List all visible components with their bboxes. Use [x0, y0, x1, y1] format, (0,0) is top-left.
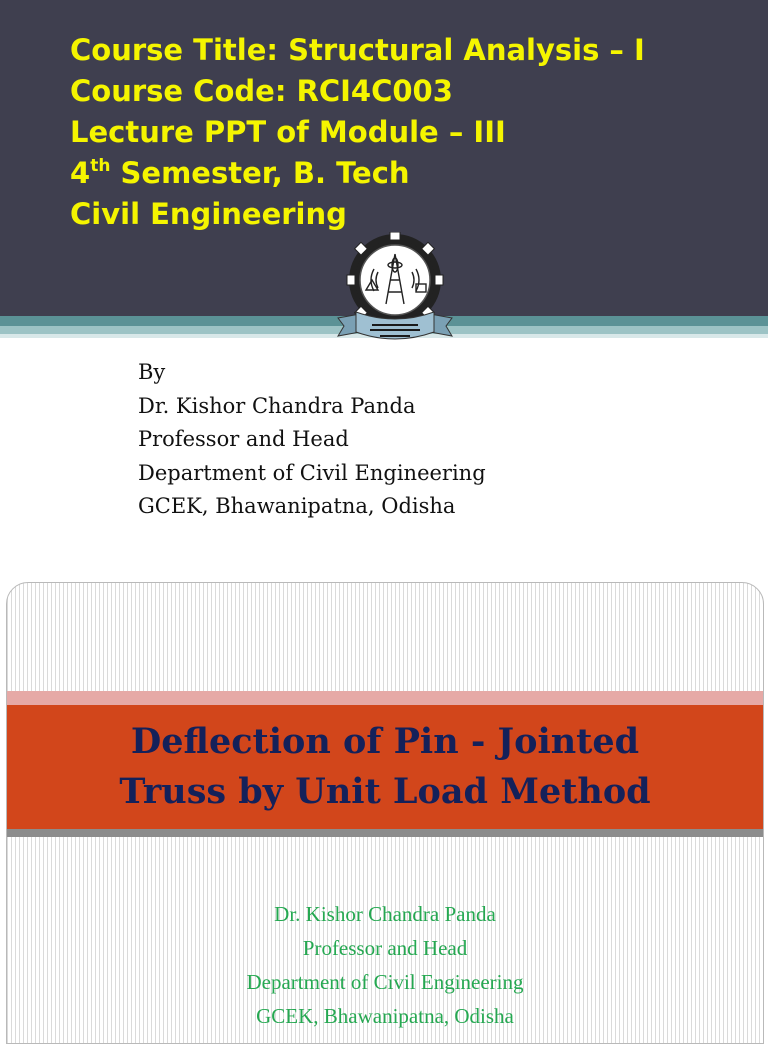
semester-suffix: th	[90, 156, 111, 176]
college-emblem-icon	[330, 232, 460, 350]
semester	[70, 153, 645, 194]
slide2-author-block	[7, 897, 763, 1033]
pink-divider	[7, 691, 763, 705]
author-institution: GCEK, Bhawanipatna, Odisha	[138, 494, 456, 518]
course-code: Course Code: RCI4C003	[70, 74, 453, 108]
lecture-module: Lecture PPT of Module – III	[70, 115, 506, 149]
author-department: Department of Civil Engineering	[246, 970, 524, 994]
semester-text: Semester, B. Tech	[110, 156, 410, 190]
title-line-2: Truss by Unit Load Method	[119, 771, 651, 812]
author-name: Dr. Kishor Chandra Panda	[274, 902, 496, 926]
title-band	[7, 705, 763, 829]
slide2-title	[7, 717, 763, 817]
course-title: Course Title: Structural Analysis – I	[70, 33, 645, 67]
author-institution: GCEK, Bhawanipatna, Odisha	[256, 1004, 514, 1028]
slide2	[6, 582, 764, 1044]
author-department: Department of Civil Engineering	[138, 460, 486, 485]
title-line-1: Deflection of Pin - Jointed	[130, 721, 640, 762]
slide1-title-block	[70, 30, 645, 235]
author-name: Dr. Kishor Chandra Panda	[138, 393, 416, 418]
author-position: Professor and Head	[302, 936, 468, 960]
slide1-author-block	[138, 356, 486, 524]
branch: Civil Engineering	[70, 197, 347, 231]
semester-number: 4	[70, 156, 91, 190]
gray-divider	[7, 829, 763, 837]
by-label: By	[138, 360, 166, 384]
author-position: Professor and Head	[138, 427, 349, 451]
